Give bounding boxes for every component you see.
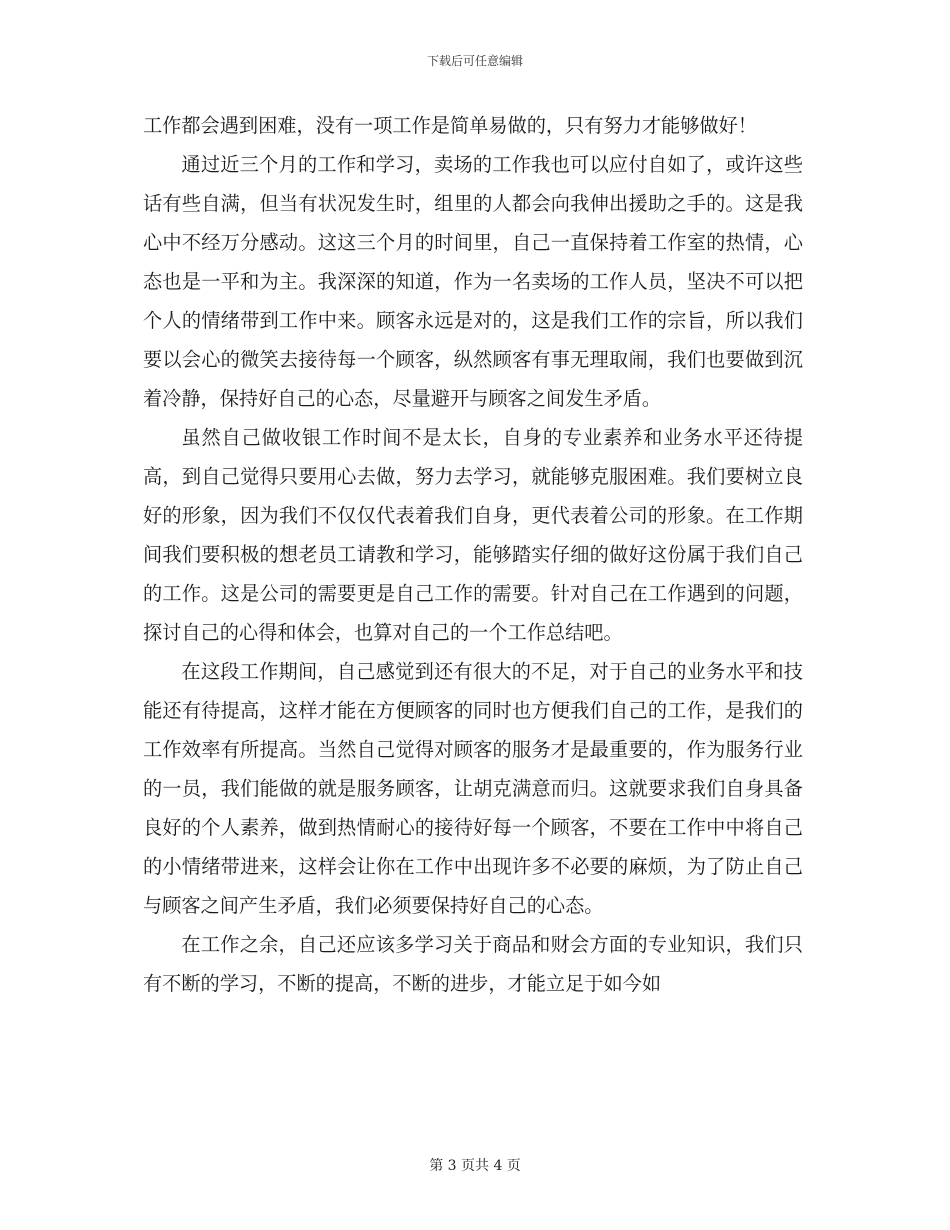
paragraph-continuation: 工作都会遇到困难，没有一项工作是简单易做的，只有努力才能够做好！ [143, 114, 757, 137]
document-body [143, 106, 803, 1003]
paragraph: 虽然自己做收银工作时间不是太长，自身的专业素养和业务水平还待提高，到自己觉得只要用心去做，努力去学习，就能够克服困难。我们要树立良好的形象，因为我们不仅仅代表着我们自身，更代表着公司的形象。在工作期间我们要积极的想老员工请教和学习，能够踏实仔细的做好这份属于我们自己的工作。这是公司的需要更是自己工作的需要。针对自己在工作遇到的问题，探讨自己的心得和体会，也算对自己的一个工作总结吧。 [143, 426, 803, 644]
paragraph: 在工作之余，自己还应该多学习关于商品和财会方面的专业知识，我们只有不断的学习，不断的提高，不断的进步，才能立足于如今如 [143, 933, 803, 995]
paragraph: 通过近三个月的工作和学习，卖场的工作我也可以应付自如了，或许这些话有些自满，但当有状况发生时，组里的人都会向我伸出援助之手的。这是我心中不经万分感动。这这三个月的时间里，自己一直保持着工作室的热情，心态也是一平和为主。我深深的知道，作为一名卖场的工作人员，坚决不可以把个人的情绪带到工作中来。顾客永远是对的，这是我们工作的宗旨，所以我们要以会心的微笑去接待每一个顾客，纵然顾客有事无理取闹，我们也要做到沉着冷静，保持好自己的心态，尽量避开与顾客之间发生矛盾。 [143, 153, 803, 410]
page-header: 下载后可任意编辑 [426, 54, 523, 68]
paragraph: 在这段工作期间，自己感觉到还有很大的不足，对于自己的业务水平和技能还有待提高，这样才能在方便顾客的同时也方便我们自己的工作，是我们的工作效率有所提高。当然自己觉得对顾客的服务才是最重要的，作为服务行业的一员，我们能做的就是服务顾客，让胡克满意而归。这就要求我们自身具备良好的个人素养，做到热情耐心的接待好每一个顾客，不要在工作中中将自己的小情绪带进来，这样会让你在工作中出现许多不必要的麻烦，为了防止自己与顾客之间产生矛盾，我们必须要保持好自己的心态。 [143, 660, 803, 917]
page-footer: 第 3 页共 4 页 [429, 1158, 521, 1174]
